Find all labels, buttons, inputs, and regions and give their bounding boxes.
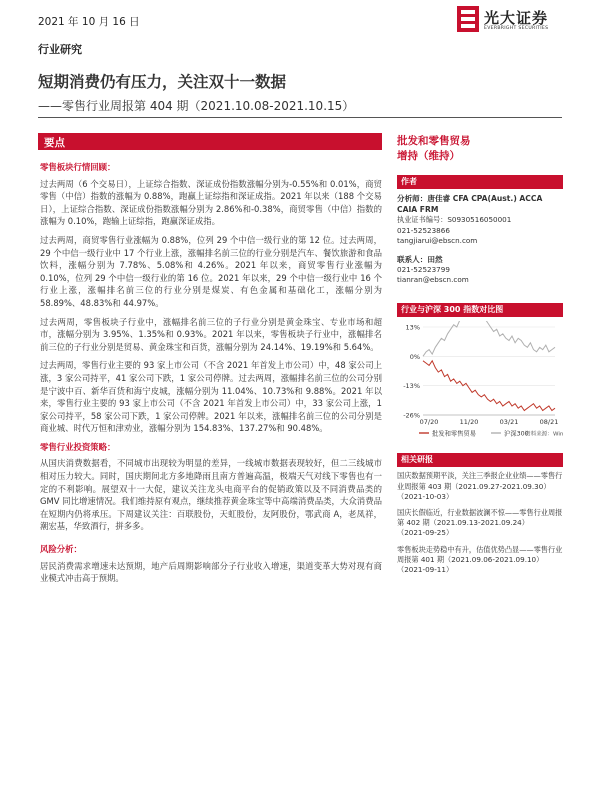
chart-y-tick-label: 13% — [405, 323, 420, 332]
summary-section-bar — [38, 133, 382, 150]
report-title: 短期消费仍有压力，关注双十一数据 — [38, 73, 287, 91]
logo-text-en: EVERBRIGHT SECURITIES — [484, 26, 549, 31]
header-divider — [38, 117, 562, 118]
contact-phone: 021-52523799 — [397, 265, 450, 275]
rating-industry: 批发和零售贸易 — [397, 135, 471, 147]
related-report-title[interactable]: 国庆数据预期平淡，关注三季报企业业绩——零售行业周报第 403 期（2021.09.27-2021.09.30） — [397, 471, 563, 491]
review-paragraph: 过去两周（6 个交易日），上证综合指数、深证成份指数涨幅分别为-0.55%和 0.01%，商贸零售（中信）指数的涨幅为 0.88%，跑赢上证综指和深证成指。2021 年以来（188 个交易日），上证综合指数、深证成份指数涨幅分别为 2.86%和-0.38%，商贸零售（中信）指数的涨幅为 0.10%，跑输上证综指，跑赢深证成指。 — [40, 178, 382, 227]
related-section-bar: 相关研报 — [397, 453, 563, 467]
related-report-date: （2021-09-11） — [397, 565, 454, 575]
chart-legend-label: 批发和零售贸易 — [432, 430, 477, 438]
everbright-logo-icon — [457, 6, 479, 32]
report-date: 2021 年 10 月 16 日 — [38, 16, 140, 28]
contact-name: 联系人：田然 — [397, 255, 443, 265]
strategy-heading: 零售行业投资策略： — [40, 441, 116, 452]
related-report-title[interactable]: 国庆长假临近，行业数据波澜不惊——零售行业周报第 402 期（2021.09.13-2021.09.24） — [397, 508, 563, 528]
chart-y-tick-label: -13% — [403, 382, 420, 391]
summary-section-title: 要点 — [44, 137, 65, 149]
logo-text-cn: 光大证券 — [484, 9, 549, 27]
review-paragraph: 过去两周，零售行业主要的 93 家上市公司（不含 2021 年首发上市公司）中，48 家公司上涨，3 家公司持平，41 家公司下跌，1 家公司停牌。过去两周，涨幅排名前三位的公司分别是宁波中百、新华百货和海宁皮城，涨幅分别为 11.04%、10.73%和 9.88%。2021 年以来，零售行业主要的 93 家上市公司（不含 2021 年首发上市公司）中，33 家公司上涨，1 家公司持平，58 家公司下跌，1 家公司停牌。2021 年以来，涨幅排名前三位的公司分别是商业城、时代万恒和津劝业，涨幅分别为 154.83%、137.27%和 90.48%。 — [40, 360, 382, 434]
rating-value: 增持（维持） — [397, 150, 460, 163]
index-comparison-chart — [397, 321, 563, 441]
report-subtitle: ——零售行业周报第 404 期（2021.10.08-2021.10.15） — [38, 99, 355, 113]
author-section-bar: 作者 — [397, 175, 563, 189]
related-report-title[interactable]: 零售板块走势稳中有升，估值优势凸显——零售行业周报第 401 期（2021.09.06-2021.09.10） — [397, 544, 563, 564]
analyst-phone: 021-52523866 — [397, 225, 450, 235]
review-paragraph: 过去两周，商贸零售行业涨幅为 0.88%，位列 29 个中信一级行业的第 12 位。过去两周，29 个中信一级行业中 17 个行业上涨，涨幅排名前三位的行业分别是汽车、餐饮旅游和食品饮料，涨幅分别为 7.78%、5.08%和 4.26%。2021 年以来，商贸零售行业涨幅为 0.10%，位列 29 个中信一级行业的第 16 位。2021 年以来，29 个中信一级行业中 16 个行业上涨，涨幅排名前三位的行业分别是煤炭、有色金属和基础化工，涨幅分别为 58.89%、48.83%和 44.97%。 — [40, 234, 382, 308]
company-logo — [457, 6, 587, 36]
related-report-date: （2021-09-25） — [397, 528, 454, 538]
analyst-name: 分析师：唐佳睿 CFA CPA(Aust.) ACCA — [397, 194, 543, 204]
related-report[interactable] — [397, 545, 563, 576]
contact-email[interactable]: tianran@ebscn.com — [397, 275, 469, 285]
chart-x-tick-label: 07/20 — [419, 418, 439, 427]
sidebar — [397, 130, 563, 581]
related-report-date: （2021-10-03） — [397, 491, 454, 501]
chart-x-tick-label: 08/21 — [539, 418, 559, 427]
strategy-paragraph: 从国庆消费数据看，不同城市出现较为明显的差异，一线城市数据表现较好，但二三线城市相对压力较大。同时，国庆期间北方多地降雨且南方普遍高温，极端天气对线下零售也有一定的不利影响。展望双十一大促，建议关注龙头电商平台的促销政策以及不同消费品类的 GMV 同比增速情况。我们维持原有观点，继续推荐黄金珠宝等中高端消费品类，大众消费品在短期内仍将承压。下周建议关注：百联股份，天虹股份，友阿股份，鄂武商 A，老凤祥，潮宏基，华致酒行，拼多多。 — [40, 458, 382, 532]
index-chart-svg — [397, 321, 563, 441]
analyst-name-cont: CAIA FRM — [397, 205, 439, 215]
chart-x-tick-label: 11/20 — [459, 418, 479, 427]
related-report[interactable] — [397, 471, 563, 502]
analyst-cert: 执业证书编号：S0930516050001 — [397, 215, 512, 225]
summary-body — [40, 155, 382, 591]
chart-section-bar: 行业与沪深 300 指数对比图 — [397, 303, 563, 317]
chart-x-tick-label: 03/21 — [499, 418, 519, 427]
chart-source: 资料来源：Wind — [525, 431, 563, 438]
chart-y-tick-label: -26% — [403, 411, 420, 420]
chart-legend-label: 沪深300 — [504, 430, 529, 438]
analyst-email[interactable]: tangjiarui@ebscn.com — [397, 235, 478, 245]
chart-y-tick-label: 0% — [409, 353, 420, 362]
risk-paragraph: 居民消费需求增速未达预期，地产后周期影响部分子行业收入增速，渠道变革大势对现有商业模式冲击高于预期。 — [40, 560, 382, 584]
related-report[interactable] — [397, 508, 563, 539]
review-paragraph: 过去两周，零售板块子行业中，涨幅排名前三位的子行业分别是黄金珠宝、专业市场和超市，涨幅分别为 3.95%、1.35%和 0.93%。2021 年以来，零售板块子行业中，涨幅排名前三位的子行业分别是贸易、黄金珠宝和百货，涨幅分别为 24.14%、19.19%和 5.64%。 — [40, 316, 382, 352]
risk-heading: 风险分析： — [40, 544, 82, 555]
chart-series-line — [423, 321, 555, 356]
review-heading: 零售板块行情回顾： — [40, 162, 116, 172]
report-category: 行业研究 — [38, 43, 82, 56]
